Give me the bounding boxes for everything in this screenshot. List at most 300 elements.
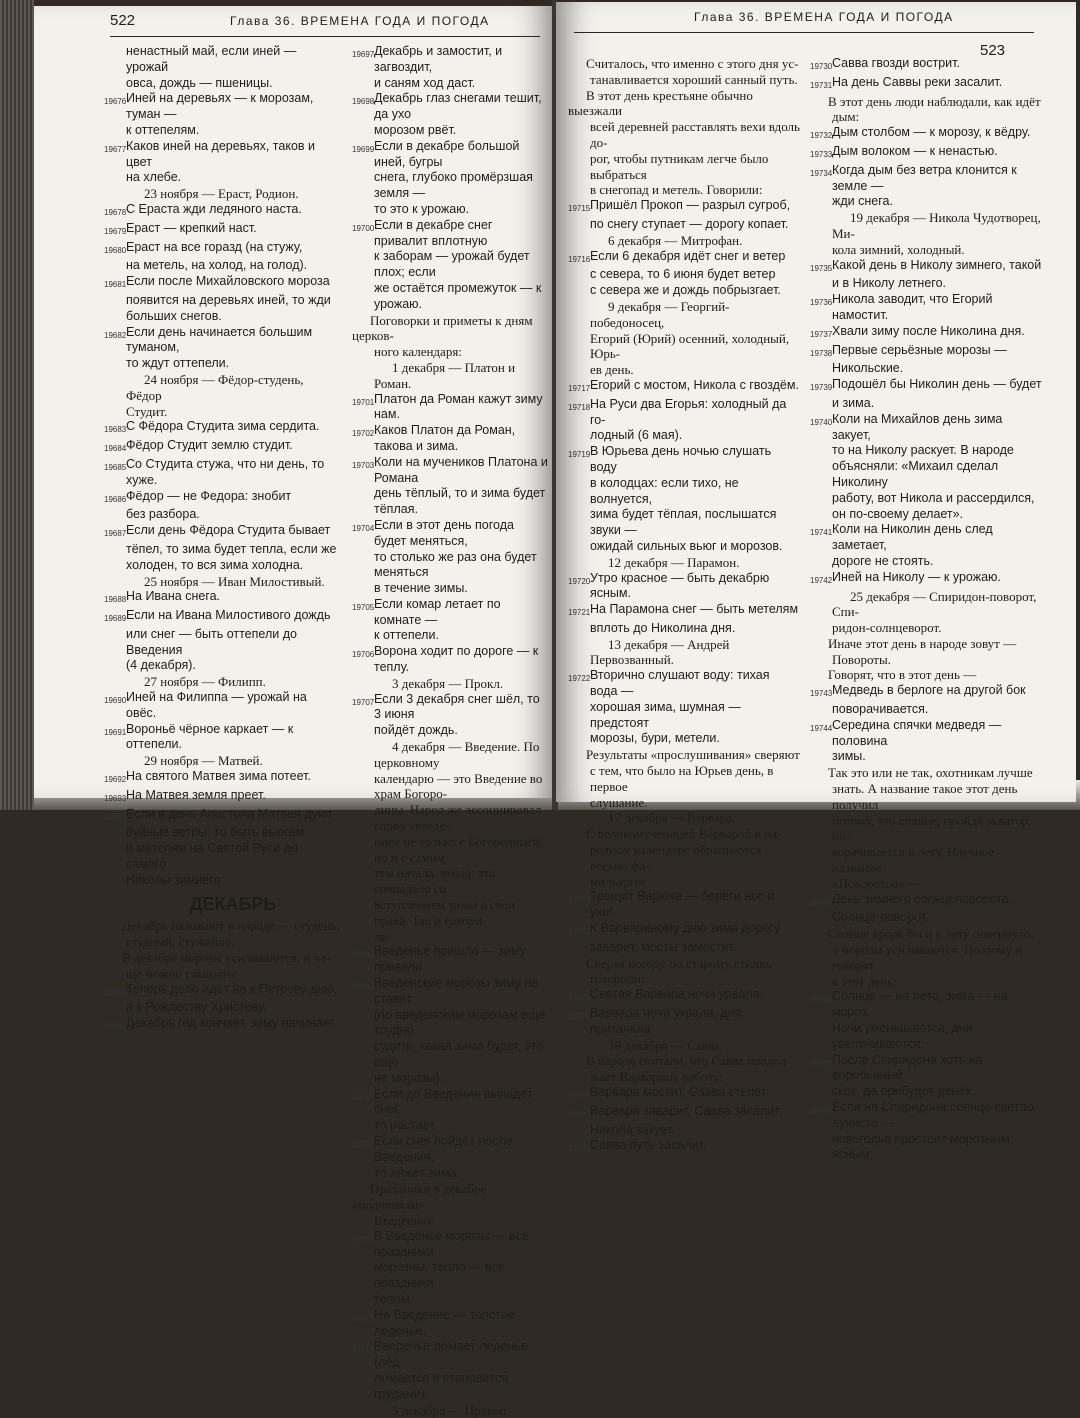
left-col2-line <box>352 170 548 202</box>
proverb-text: На день Саввы реки засалит. <box>832 74 1003 89</box>
proverb-text: Вороньё чёрное каркает — к оттепели. <box>126 721 294 752</box>
proverb-text: Середина спячки медведя — половина <box>832 717 1002 748</box>
proverb-text: Иней на Николу — к урожаю. <box>832 569 1001 584</box>
right-col2-line: В этот день люди наблюдали, как идёт <box>828 93 1041 109</box>
right-col1-line: ев день. <box>590 362 634 378</box>
proverb-number <box>810 910 832 926</box>
proverb-text: Если на Ивана Милостивого дождь <box>126 608 331 623</box>
left-col2-line <box>352 486 548 518</box>
proverb-text: С Фёдора Студита зима сердита. <box>126 419 320 434</box>
left-col2-line <box>352 644 548 676</box>
proverb-text: и в Николу летнего. <box>832 276 947 291</box>
left-col1-line <box>104 825 340 841</box>
proverb-text: Вторично слушают воду: тихая вода — <box>590 668 770 699</box>
left-col1-line <box>104 274 340 293</box>
left-col2-line: Праздники в декабре «подчиняли» <box>352 1181 487 1213</box>
proverb-text: день тёплый, то и зима будет тёплая. <box>374 486 546 517</box>
proverb-number: 19693 <box>104 793 127 803</box>
right-col2-line <box>810 75 1042 94</box>
proverb-number <box>810 276 832 292</box>
left-col1-line <box>104 690 340 722</box>
date-line: 5 декабря — Прокоп. <box>392 1402 510 1418</box>
right-col2-line <box>810 491 1042 507</box>
right-col1-line: Результаты «прослушивания» сверяют <box>586 747 800 763</box>
proverb-text: Декабрь и замостит, и загвоздит, <box>374 44 503 74</box>
proverb-number: 19698 <box>352 97 375 107</box>
proverb-text: Ераст — крепкий наст. <box>126 220 257 235</box>
left-col1-line <box>104 123 340 139</box>
proverb-text: то растает. <box>374 1118 438 1133</box>
proverb-text: Егорий с мостом, Никола с гвоздём. <box>590 377 799 392</box>
left-col1-line <box>104 841 340 873</box>
proverb-number: 19721 <box>568 608 591 618</box>
right-col1-line <box>568 249 800 268</box>
proverb-number: 19748 <box>810 1106 833 1115</box>
proverb-number: 19689 <box>104 614 127 624</box>
proverb-text: Никола заводит, что Егорий намостит. <box>832 292 993 322</box>
proverb-text: вплоть до Николина дня. <box>590 620 736 635</box>
proverb-number <box>352 1118 374 1134</box>
left-col1-line <box>104 438 340 457</box>
proverb-number: 19703 <box>352 460 375 470</box>
proverb-text: пойдёт дождь. <box>374 723 458 738</box>
left-col2-line <box>352 723 548 739</box>
left-col1-line <box>104 608 340 627</box>
left-col2-line <box>352 1260 548 1292</box>
proverb-number <box>568 283 590 299</box>
proverb-text: Введенские морозы зиму не ставят <box>374 976 539 1006</box>
left-col2-line: вступлением зимы в свои права. Так и говори- <box>374 897 516 928</box>
proverb-text: работу, вот Никола и рассердился, <box>832 490 1035 505</box>
proverb-number: 19734 <box>810 168 833 178</box>
proverb-number: 19677 <box>104 144 127 154</box>
left-col2-line <box>352 1339 548 1371</box>
proverb-text: Иней на деревьях — к морозам, туман — <box>126 91 314 122</box>
right-col2-line <box>810 1021 1042 1053</box>
proverb-text: Хвали зиму после Николина дня. <box>832 323 1025 338</box>
proverb-number: 19730 <box>810 62 833 71</box>
proverb-text: Николы зимнего. <box>126 872 224 887</box>
date-line: 17 декабря — Варвара. <box>608 810 736 826</box>
left-col1-line: Студит. <box>126 403 168 419</box>
proverb-number <box>352 1166 374 1182</box>
proverb-text: Введенье пришло — зиму привело. <box>374 944 526 975</box>
proverb-text: на хлебе. <box>126 170 182 185</box>
proverb-number <box>104 293 126 309</box>
left-col1-line <box>104 658 340 674</box>
right-col2-line <box>810 554 1042 570</box>
proverb-text: или снег — быть оттепели до Введения <box>126 626 297 657</box>
proverb-number <box>810 194 832 210</box>
proverb-number <box>352 249 374 281</box>
right-col1-line <box>568 283 800 299</box>
proverb-text: Декабрь год кончает, зиму начинает. <box>126 1016 338 1031</box>
proverb-number: 19741 <box>810 528 833 538</box>
proverb-number <box>352 581 374 597</box>
proverb-text: Дым волоком — к ненастью. <box>832 143 998 158</box>
right-page <box>556 2 1076 1162</box>
proverb-number: 19729 <box>568 1144 591 1154</box>
proverb-number <box>810 361 832 377</box>
right-col2-line <box>810 1084 1042 1100</box>
left-col2-line <box>352 1118 548 1134</box>
proverb-number: 19682 <box>104 330 127 340</box>
proverb-text: больших снегов. <box>126 308 222 323</box>
proverb-number <box>568 539 590 555</box>
left-col1-line <box>104 44 340 76</box>
proverb-text: Со Студита стужа, что ни день, то хуже. <box>126 456 325 487</box>
proverb-number <box>352 123 374 139</box>
proverb-number <box>104 873 126 889</box>
proverb-number: 19697 <box>352 50 375 59</box>
proverb-number: 19732 <box>810 131 833 141</box>
proverb-number: 19712 <box>352 1234 375 1244</box>
date-line: 6 декабря — Митрофан. <box>608 232 743 248</box>
proverb-text: то ляжет зима. <box>374 1165 460 1180</box>
proverb-number: 19725 <box>568 993 591 1003</box>
proverb-number <box>352 1039 374 1071</box>
proverb-text: На Ивана снега. <box>126 589 221 604</box>
left-col1-line <box>104 419 340 438</box>
proverb-text: Варвара заварит, Савва засалит, <box>590 1103 783 1118</box>
proverb-number <box>810 554 832 570</box>
proverb-text: Фёдор — не Федора: знобит <box>126 488 292 503</box>
proverb-text: Солнце — на лето, зима — на мороз. <box>832 989 1008 1020</box>
proverb-text: жди снега. <box>832 194 893 209</box>
proverb-number <box>352 486 374 518</box>
proverb-number: 19742 <box>810 575 833 585</box>
date-line: 9 декабря — Георгий-победоносец, <box>590 298 730 330</box>
right-col2-line <box>810 276 1042 292</box>
proverb-text: то столько же раз она будет меняться <box>374 549 537 580</box>
proverb-text: Пришёл Прокоп — разрыл сугроб, <box>590 198 791 213</box>
proverb-text: с севера же и дождь побрызгает. <box>590 283 781 298</box>
proverb-text: на метель, на холод, на голод). <box>126 258 308 273</box>
proverb-number: 19723 <box>568 895 591 905</box>
proverb-number <box>352 170 374 202</box>
right-col2-line <box>810 718 1042 750</box>
right-col1-line <box>568 987 800 1006</box>
proverb-text: После Спиридона хоть на воробьиный <box>832 1052 983 1083</box>
proverb-text: Фёдор Студит землю студит. <box>126 438 293 453</box>
right-col1-line <box>568 1138 800 1157</box>
right-col2-line <box>810 163 1042 195</box>
proverb-number <box>810 491 832 507</box>
proverb-text: На Руси два Егорья: холодный да го- <box>590 396 787 427</box>
left-col2-line <box>352 44 548 76</box>
proverb-text: День зимнего солнцеповорота. <box>832 891 1013 906</box>
left-col1-line <box>104 76 340 92</box>
proverb-number <box>352 1071 374 1087</box>
right-col1-line <box>568 444 800 476</box>
right-col2-line: дым: <box>832 109 860 125</box>
proverb-number <box>810 443 832 459</box>
proverb-number <box>104 258 126 274</box>
right-col2-line <box>810 412 1042 444</box>
proverb-text: овса, дождь — пшеницы. <box>126 75 273 90</box>
left-col1-line <box>104 507 340 523</box>
right-col2-line <box>810 892 1042 911</box>
right-col2-line: в этот день: <box>832 973 897 989</box>
proverb-text: Платон да Роман кажут зиму нам. <box>374 391 543 422</box>
proverb-text: в течение зимы. <box>374 581 468 596</box>
left-col2-line <box>352 139 548 171</box>
proverb-number <box>104 1000 126 1016</box>
left-col1-line <box>104 542 340 558</box>
section-heading-december: ДЕКАБРЬ <box>189 893 277 914</box>
proverb-text: В Юрьева день ночью слушать воду <box>590 444 772 474</box>
left-col2-line <box>352 281 548 313</box>
right-col1-line: рог, чтобы путникам легче было выбраться <box>590 150 769 182</box>
proverb-text: Каков Платон да Роман, такова и зима. <box>374 423 516 453</box>
proverb-number: 19691 <box>104 727 127 737</box>
left-col1-line <box>104 1016 340 1035</box>
left-col1-line <box>104 91 340 123</box>
right-col1-line <box>568 428 800 444</box>
proverb-text: На святого Матвея зима потеет. <box>126 769 311 784</box>
right-col2-line: Так это или не так, охотникам лучше <box>828 765 1033 781</box>
left-col1-line <box>104 221 340 240</box>
left-col2-line <box>352 597 548 629</box>
proverb-text: он по-своему делает». <box>832 506 964 521</box>
proverb-text: заварит, мосты замостит. <box>590 939 737 954</box>
proverb-number: 19739 <box>810 383 833 393</box>
left-col2-line <box>352 1134 548 1166</box>
proverb-text: зима будет тёплая, послышатся звуки — <box>590 507 777 538</box>
proverb-text: морозны, тепло — все праздники <box>374 1260 505 1291</box>
right-col2-line <box>810 459 1042 491</box>
proverb-number <box>104 309 126 325</box>
date-line: 25 декабря — Спиридон-поворот, Спи- <box>832 588 1037 620</box>
proverb-number: 19745 <box>810 897 833 907</box>
proverb-number: 19737 <box>810 329 833 339</box>
proverb-text: дороге не стоять. <box>832 553 934 568</box>
left-col1-line <box>104 489 340 508</box>
proverb-text: Никола закует. <box>590 1122 675 1137</box>
left-col1-line <box>104 258 340 274</box>
proverb-number: 19726 <box>568 1012 591 1022</box>
right-col1-line <box>568 1123 800 1139</box>
right-col2-line <box>810 702 1042 718</box>
proverb-number <box>568 621 590 637</box>
right-col1-line: всей деревней расставлять вехи вдоль до- <box>590 119 800 150</box>
date-line: 23 ноября — Ераст, Родион. <box>144 186 299 202</box>
right-col2-line <box>810 1132 1042 1164</box>
left-col1-line <box>104 722 340 754</box>
proverb-text: объясняли: «Михаил сделал Николину <box>832 459 999 489</box>
proverb-number <box>352 76 374 92</box>
proverb-text: На Матвея земля преет. <box>126 787 266 802</box>
proverb-text: Иней на Филиппа — урожай на овёс. <box>126 690 307 720</box>
proverb-number: 19724 <box>568 927 591 937</box>
right-col1-line: танавливается хороший санный путь. <box>590 71 798 87</box>
proverb-text: Если после Михайловского мороза <box>126 274 330 289</box>
left-col2-line <box>352 1071 548 1087</box>
right-col2-line <box>810 683 1042 702</box>
proverb-number: 19684 <box>104 444 127 454</box>
right-col2-line <box>810 522 1042 554</box>
right-col1-line: в снегопад и метель. Говорили: <box>590 182 763 198</box>
right-col2-line <box>810 194 1042 210</box>
proverb-text: Варвара мостит, Савва стелет. <box>590 1085 769 1099</box>
right-col1-line <box>568 1104 800 1123</box>
date-line: 3 декабря — Прокл. <box>392 675 504 691</box>
proverb-text: Варвара ночи украла, дня притачала. <box>590 1006 742 1036</box>
right-col2-line <box>810 56 1042 75</box>
right-col1-line: слушание. <box>590 794 648 810</box>
proverb-number <box>104 558 126 574</box>
proverb-text: Декабрь глаз снегами тешит, да ухо <box>374 91 542 122</box>
proverb-text: С Ераста жди ледяного наста. <box>126 201 302 216</box>
proverb-number: 19718 <box>568 402 591 412</box>
proverb-text: На Парамона снег — быть метелям <box>590 602 799 617</box>
proverb-number <box>810 1132 832 1164</box>
proverb-number: 19702 <box>352 429 375 439</box>
proverb-number: 19706 <box>352 650 375 660</box>
proverb-text: буйные ветры, то быть вьюгам <box>126 825 305 840</box>
date-line: 24 ноября — Фёдор-студень, Фёдор <box>126 371 304 403</box>
proverb-number <box>104 356 126 372</box>
proverb-text: и метелям на Святой Руси до самого <box>126 841 298 872</box>
right-col1-line: В этот день крестьяне обычно выезжали <box>568 87 753 119</box>
proverb-text: Медведь в берлоге на другой бок <box>832 683 1026 698</box>
proverb-number: 19713 <box>352 1313 375 1323</box>
proverb-number: 19733 <box>810 149 833 159</box>
proverb-number <box>104 841 126 873</box>
proverb-text: по снегу ступает — дорогу копает. <box>590 216 789 231</box>
left-col1-line: Декабрь называют в народе — студень, <box>122 918 340 934</box>
proverb-text: морозом рвёт. <box>374 122 457 137</box>
left-col1-line <box>104 523 340 542</box>
proverb-number: 19694 <box>104 812 127 822</box>
right-col1-line: говорили: <box>590 971 645 987</box>
left-col1-line <box>104 457 340 489</box>
date-line: 25 ноября — Иван Милостивый. <box>144 573 325 589</box>
right-col1-line <box>568 889 800 921</box>
proverb-number <box>810 1021 832 1053</box>
right-col1-line <box>568 668 800 700</box>
proverb-number: 19685 <box>104 462 127 472</box>
date-line: 29 ноября — Матвей. <box>144 753 263 769</box>
proverb-text: зимы. <box>832 749 866 764</box>
proverb-number: 19709 <box>352 982 375 992</box>
right-col1-line: С великомученицей Варварой в на- <box>586 826 782 842</box>
right-col2-line <box>810 1100 1042 1132</box>
proverb-number: 19707 <box>352 697 375 707</box>
proverb-text: и саням ход даст. <box>374 75 476 90</box>
left-col2-line <box>352 1039 548 1071</box>
left-col2-line: тем начала, ввода: это совпадало со <box>374 865 496 897</box>
left-col2-line <box>352 123 548 139</box>
proverb-number: 19679 <box>104 226 127 236</box>
left-page-number: 522 <box>110 12 136 29</box>
left-header-rule <box>110 36 540 37</box>
right-header-rule <box>574 32 1034 33</box>
proverb-text: и зима. <box>832 395 875 410</box>
right-col2-line: кола зимний, холодный. <box>832 241 965 257</box>
proverb-text: К Варвариному дню зима дорогу <box>590 921 781 936</box>
proverb-number <box>568 940 590 956</box>
proverb-text: Коли на Михайлов день зима закует, <box>832 411 1003 442</box>
proverb-text: Если на Спиридона солнце светло, лучисто — <box>832 1100 1038 1130</box>
proverb-text: В Введенье морозы — все праздники <box>374 1228 529 1259</box>
right-col2-line: потому, что солнце, пройдя экватор, по- <box>832 812 1032 844</box>
right-col2-line: «Поворотов» — <box>832 875 921 891</box>
proverb-number: 19736 <box>810 298 833 308</box>
proverb-number: 19705 <box>352 602 375 612</box>
proverb-number <box>352 723 374 739</box>
right-col2-line <box>810 343 1042 362</box>
proverb-number: 19740 <box>810 417 833 427</box>
proverb-number <box>810 507 832 523</box>
proverb-text: (по введенским морозам ещё трудно <box>374 1007 546 1038</box>
proverb-number <box>810 749 832 765</box>
left-col1-line: ще можно слышать: <box>126 965 237 981</box>
left-page <box>34 6 554 1418</box>
proverb-text: (4 декабря). <box>126 658 196 673</box>
proverb-number <box>352 202 374 218</box>
left-col2-line: ного календаря: <box>374 344 462 360</box>
proverb-number: 19686 <box>104 494 127 504</box>
left-col2-line <box>352 581 548 597</box>
proverb-number: 19714 <box>352 1345 375 1355</box>
right-col2-line <box>810 144 1042 163</box>
right-col1-line: Егорий (Юрий) осенний, холодный, Юрь- <box>590 330 790 362</box>
left-col1-line: В декабре морозы усиливаются, и ча- <box>122 950 331 966</box>
date-line: 13 декабря — Андрей Первозванный. <box>590 636 730 668</box>
proverb-number: 19708 <box>352 950 375 960</box>
left-col2-line <box>352 976 548 1008</box>
proverb-number: 19699 <box>352 144 375 154</box>
proverb-text: холоден, то вся зима холодна. <box>126 557 304 572</box>
left-col2-line: календарю — это Введение во храм Богоро- <box>374 770 543 802</box>
left-col1-line <box>104 788 340 807</box>
proverb-text: Если в этот день погода будет меняться, <box>374 517 514 548</box>
right-col2-line <box>810 910 1042 926</box>
proverb-number <box>352 1008 374 1040</box>
left-col1-line <box>104 309 340 325</box>
left-col2-line <box>352 455 548 487</box>
proverb-text: Трещит Варюха — береги нос и ухо! <box>590 889 775 920</box>
date-line: 27 ноября — Филипп. <box>144 674 266 690</box>
right-col2-line <box>810 570 1042 589</box>
right-col1-line <box>568 1085 800 1104</box>
proverb-text: Дым столбом — к морозу, к вёдру. <box>832 125 1031 140</box>
right-col1-line: В народе считали, что Савва продол- <box>586 1053 791 1069</box>
proverb-number <box>810 702 832 718</box>
left-col2-line <box>352 550 548 582</box>
proverb-number: 19731 <box>810 80 833 90</box>
proverb-text: появится на деревьях иней, то жди <box>126 292 331 307</box>
proverb-number <box>104 658 126 674</box>
proverb-text: Ераст на все горазд (на стужу, <box>126 239 303 254</box>
left-col1-line <box>104 982 340 1001</box>
proverb-number <box>104 627 126 659</box>
proverb-text: скок, да прибудет денёк. <box>832 1084 975 1099</box>
right-col2-line: ридон-солнцеворот. <box>832 620 942 636</box>
left-col1-line <box>104 873 340 889</box>
proverb-number <box>810 396 832 412</box>
right-col1-line <box>568 397 800 429</box>
right-col1-line: родном календаре обращаются весьма фа- <box>590 842 762 873</box>
proverb-text: ненастный май, если иней — урожай <box>126 44 297 74</box>
left-col2-line <box>352 1292 548 1308</box>
left-col2-line <box>352 91 548 123</box>
left-col2-line <box>352 202 548 218</box>
right-col2-line: ворачивается к лету. Научное название <box>832 844 995 876</box>
right-col1-line: мильярно: <box>590 873 648 889</box>
proverb-text: Если в день Апостола Матвея дуют <box>126 806 333 821</box>
